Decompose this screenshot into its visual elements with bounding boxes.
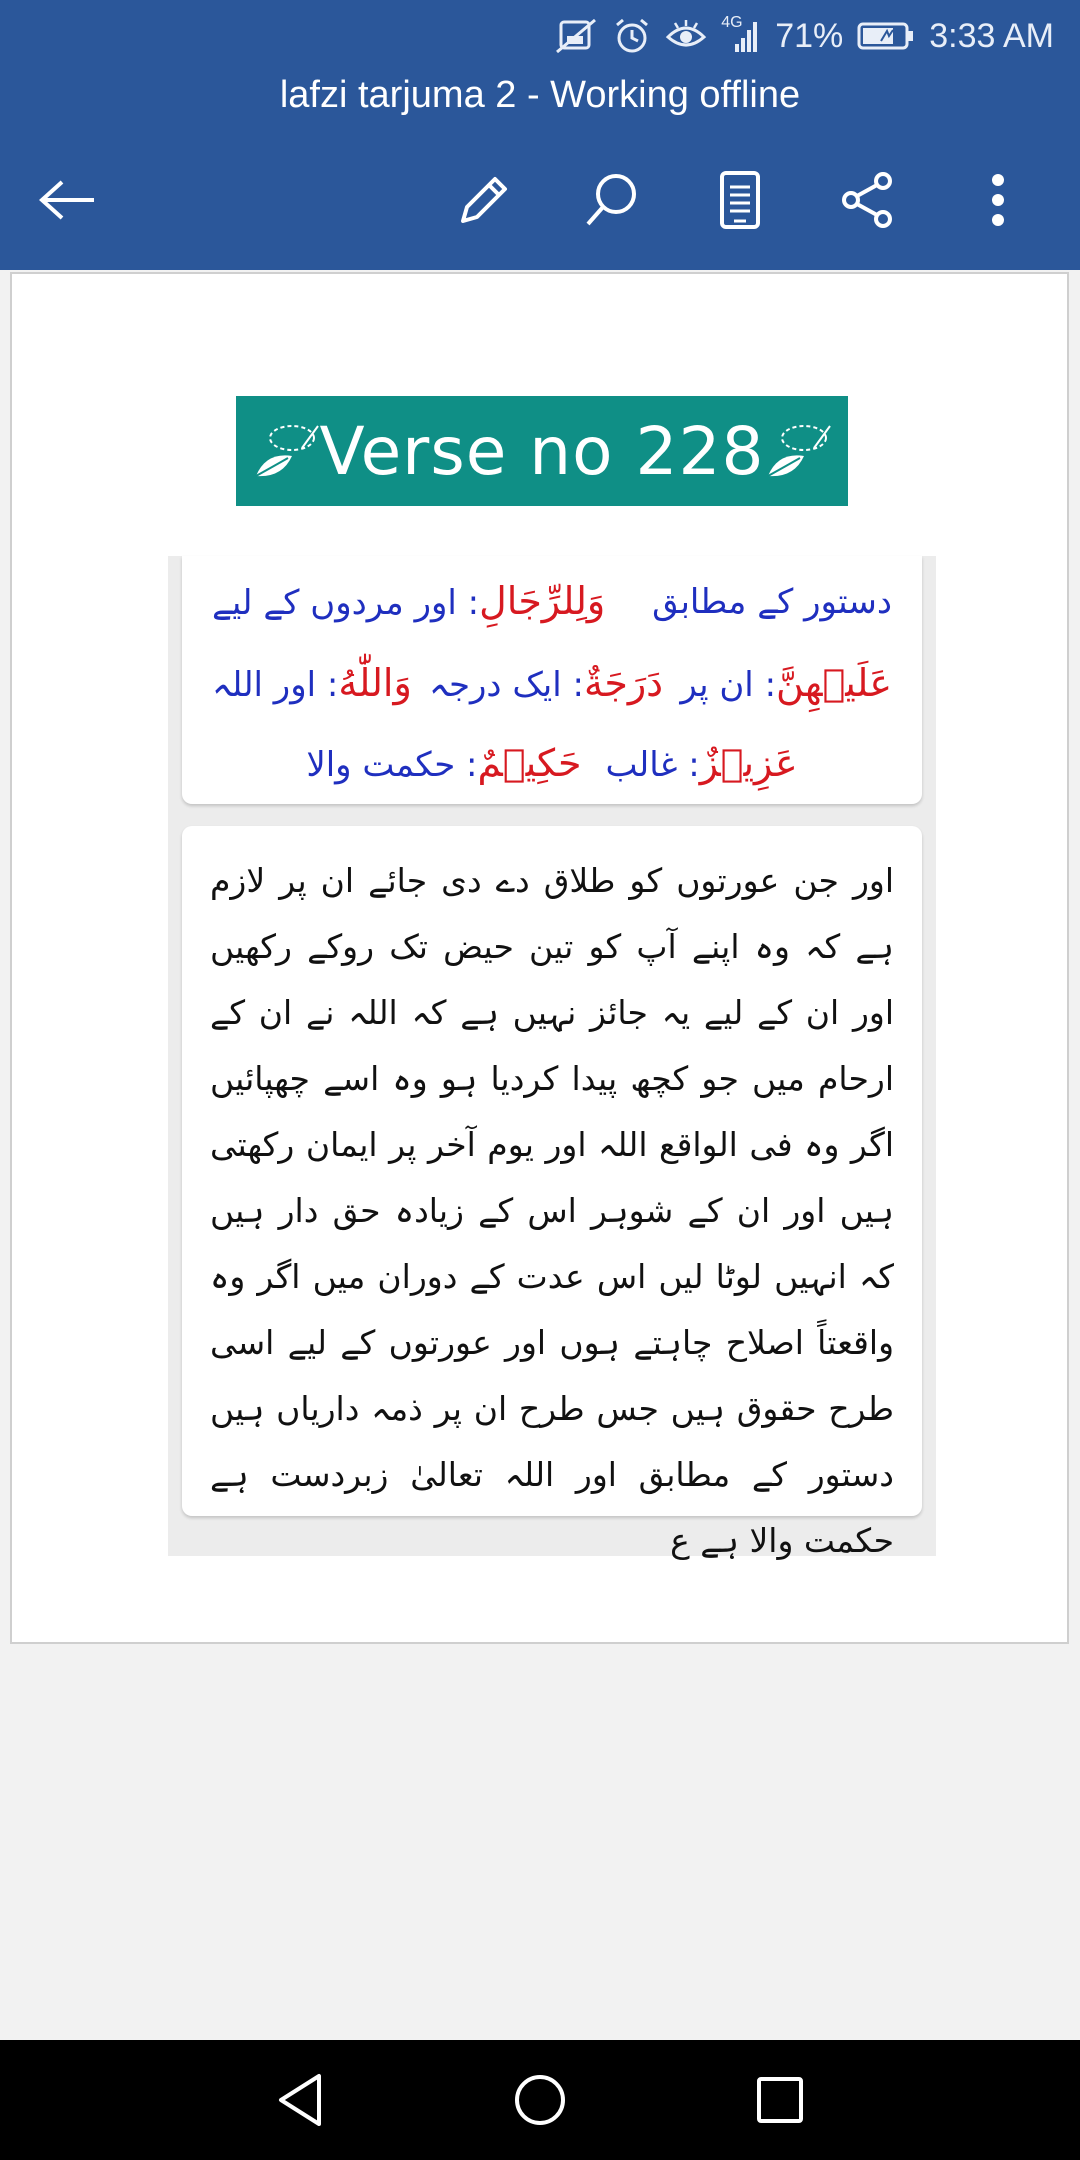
more-options-button[interactable] [958, 160, 1038, 240]
eye-comfort-icon [665, 19, 707, 53]
word-meaning-row [212, 566, 892, 636]
edit-button[interactable] [444, 160, 524, 240]
network-type: 4G [721, 14, 743, 31]
back-icon [38, 178, 98, 222]
recents-nav-icon [755, 2075, 805, 2125]
edit-icon [455, 171, 513, 229]
urdu-meaning: : اور اللہ [212, 665, 339, 705]
document-page[interactable] [10, 272, 1069, 1644]
status-bar [0, 0, 1080, 72]
navigation-bar [0, 2040, 1080, 2160]
arabic-word: دَرَجَةٌ [583, 661, 664, 705]
search-button[interactable] [572, 160, 652, 240]
arabic-word: عَلَيۡهِنَّ [776, 661, 892, 705]
more-options-icon [990, 172, 1006, 228]
back-button[interactable] [28, 160, 108, 240]
arabic-word: عَزِيۡزٌ [699, 741, 798, 785]
arabic-word: وَاللّٰهُ [338, 661, 412, 705]
urdu-meaning: : حکمت والا [306, 745, 478, 785]
document-title: lafzi tarjuma 2 - Working offline [279, 74, 801, 116]
translation-card [182, 826, 922, 1560]
nav-back-button[interactable] [260, 2060, 340, 2140]
arabic-word: حَكِيۡمٌ [477, 741, 582, 785]
back-nav-icon [275, 2072, 325, 2128]
urdu-meaning: : غالب [605, 745, 700, 785]
search-icon [582, 170, 642, 230]
urdu-meaning: دستور کے مطابق [652, 581, 892, 622]
verse-banner [236, 396, 848, 506]
read-mode-button[interactable] [700, 160, 780, 240]
read-mode-icon [718, 169, 762, 231]
home-nav-icon [512, 2072, 568, 2128]
signal-icon [721, 14, 761, 54]
word-meaning-row [212, 728, 892, 798]
alarm-icon [613, 17, 651, 55]
word-meaning-row [212, 648, 892, 718]
no-sim-icon [555, 18, 599, 54]
urdu-meaning: : اور مردوں کے لیے [212, 583, 480, 623]
share-icon [839, 171, 897, 229]
nav-home-button[interactable] [500, 2060, 580, 2140]
word-meanings-card [182, 556, 922, 804]
share-button[interactable] [828, 160, 908, 240]
arabic-word: وَلِلرِّجَالِ [479, 579, 606, 623]
nav-recents-button[interactable] [740, 2060, 820, 2140]
verse-number: Verse no 228 [319, 412, 765, 490]
leaf-ornament-icon [764, 416, 832, 486]
leaf-ornament-icon [252, 416, 320, 486]
battery-icon [857, 21, 915, 51]
battery-percent: 71% [775, 16, 844, 55]
urdu-meaning: : ان پر [680, 665, 777, 705]
urdu-meaning: : ایک درجہ [429, 665, 584, 705]
translation-text: اور جن عورتوں کو طلاق دے دی جائے ان پر لازم ہے کہ وہ اپنے آپ کو تین حیض تک روکے رکھیں اور ان کے لیے یہ جائز نہیں ہے کہ اللہ نے ان کے ارحام میں جو کچھ پیدا کردیا ہو وہ اسے چھپائیں اگر وہ فی الواقع اللہ اور یوم آخر پر ایمان رکھتی ہیں اور ان کے شوہر اس کے زیادہ حق دار ہیں کہ انہیں لوٹا لیں اس عدت کے دوران میں اگر وہ واقعتاً اصلاح چاہتے ہوں اور عورتوں کے لیے اسی طرح حقوق ہیں جس طرح ان پر ذمہ داریاں ہیں دستور کے مطابق اور اللہ تعالیٰ زبردست ہے حکمت والا ہے ع [210, 861, 894, 1560]
clock: 3:33 AM [929, 16, 1054, 55]
app-bar [0, 0, 1080, 270]
